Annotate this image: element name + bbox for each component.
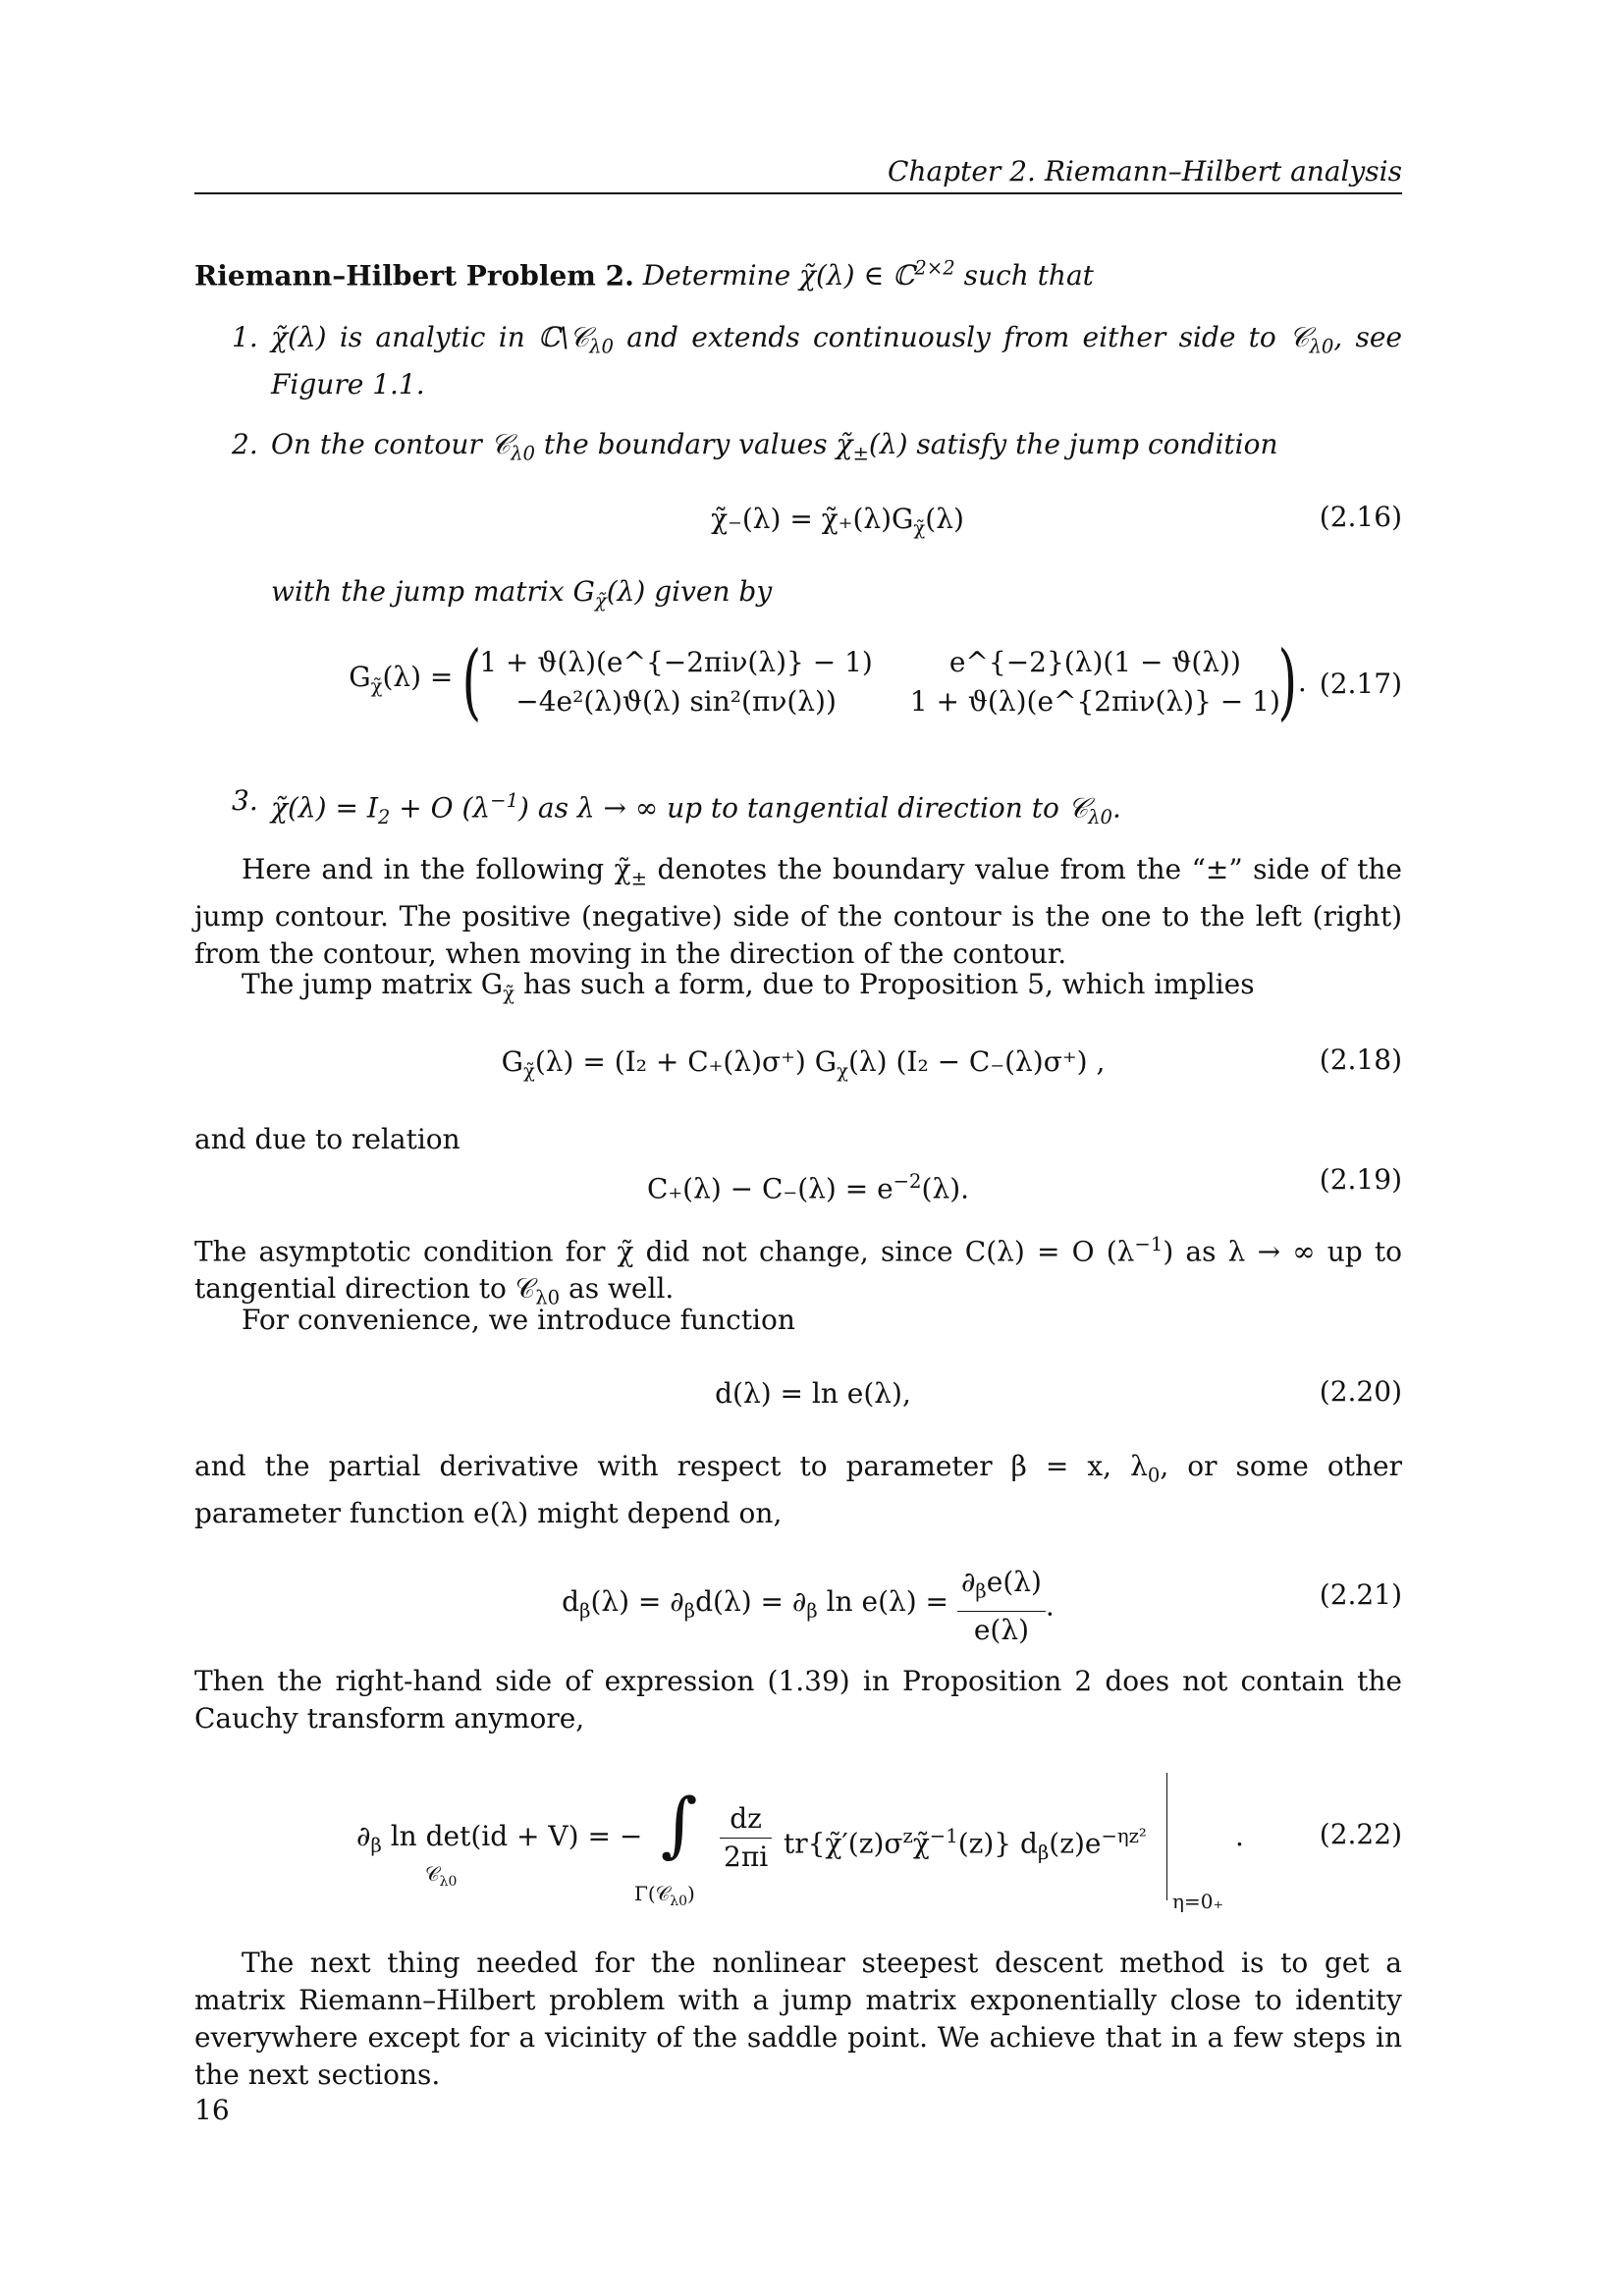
equation-number-2-22: (2.22) [1319,1818,1402,1850]
equation-2-20: d(λ) = ln e(λ), [715,1377,911,1410]
list-item-1: 1. χ̃(λ) is analytic in ℂ\𝒞$_{\lambda 0}$ and extends continuously from either side to 𝒞$_{\lambda 0}$, see Figure 1.1. [232,321,1403,400]
log-derivative-fraction: $\frac{\partial_\beta e(\lambda)}{e(\lambda)}$ [957,1564,1046,1649]
eq222-integrand: $tr\{\chĩ'(z)\sigma^z\chĩ^{-1}(z)\}$ $d_\beta(z)e^{-\eta z^2}$ [784,1825,1147,1864]
eq222-det-subscript: 𝒞$_{\lambda 0}$ [425,1862,458,1890]
equation-2-19: $C_+(\lambda) - C_-(\lambda) = e^{-2}(\lambda)$. [646,1170,970,1205]
equation-number-2-16: (2.16) [1319,501,1402,533]
equation-2-17: $G_{\chĩ}(\lambda)$ = ( 1 + ϑ(λ)(e^{−2πiν(λ)} − 1) e^{−2}(λ)(1 − ϑ(λ)) −4e²(λ)ϑ(λ) sin²(πν(λ)) 1 + ϑ(λ)(e^{2πiν(λ)} − 1) ) . [349,633,1307,729]
evaluation-bar [1166,1773,1167,1900]
equation-number-2-20: (2.20) [1319,1375,1402,1408]
paragraph-jump-form: The jump matrix $G_{\chĩ}$ has such a form, due to Proposition 5, which implies [242,968,1255,1005]
list-item-2: 2. On the contour 𝒞$_{\lambda 0}$ the boundary values $\chĩ_\pm(\lambda)$ satisfy the jump condition [232,428,1278,465]
equation-2-16: χ̃₋(λ) = $\chĩ_+(\lambda)G_{\chĩ}(\lambda)$ [711,503,964,540]
page [194,0,1402,2296]
evaluation-limit: η=0₊ [1172,1890,1224,1913]
list-item-3: 3. χ̃(λ) = $I_2 + O$ $(\lambda^{-1})$ as λ → ∞ up to tangential direction to 𝒞$_{\lambda 0}$. [232,784,1121,828]
problem-text: Determine χ̃(λ) ∈ ℂ$^{2\times 2}$ such that [642,257,1094,293]
page-number: 16 [194,2094,230,2126]
equation-2-21: $d_\beta(\lambda) = \partial_\beta d(\lambda) = \partial_\beta$ ln e(λ) = $\frac{\partial_\beta e(\lambda)}{e(\lambda)}$ . [194,1564,1402,1649]
equation-number-2-21: (2.21) [1319,1578,1402,1611]
paragraph-asymptotic: The asymptotic condition for χ̃ did not change, since C(λ) = O $(\lambda^{-1})$ as λ → ∞ up to tangential direction to 𝒞$_{\lambda 0}$ as well. [194,1233,1402,1309]
paragraph-boundary-values: Here and in the following $\chĩ_\pm$ denotes the boundary value from the “±” side of the jump contour. The positive (negative) side of the contour is the one to the left (right) from the contour, when moving in the direction of the contour. [194,853,1402,970]
problem-statement [194,250,1402,294]
equation-2-22: $\partial_\beta$ ln det(id + V) = − 𝒞$_{\lambda 0}$ ∫ Γ(𝒞$_{\lambda 0}$) $\frac{dz}{2\pi i}$ $tr\{\chĩ'(z)\sigma^z\chĩ^{-1}(z)\}$ $d_\beta(z)e^{-\eta z^2}$ η=0₊ . [194,1767,1402,1914]
problem-heading: Riemann–Hilbert Problem 2. [194,259,634,293]
equation-2-18: $G_{\chĩ}(\lambda) = (I_2 + C_+(\lambda)\sigma^+)$ $G_\chi(\lambda) (I_2 - C_-(\lambda)\sigma^+)$ , [501,1045,1106,1083]
integral-sign-icon: ∫ [661,1783,698,1865]
paragraph-cauchy: Then the right-hand side of expression (1.39) in Proposition 2 does not contain the Cauchy transform anymore, [194,1665,1402,1735]
eq222-fraction: $\frac{dz}{2\pi i}$ [720,1800,772,1876]
integral-limit: Γ(𝒞$_{\lambda 0}$) [634,1882,695,1909]
paragraph-partial-derivative: and the partial derivative with respect to parameter β = x, $\lambda_0$, or some other parameter function e(λ) might depend on, [194,1450,1402,1529]
running-header: Chapter 2. Riemann–Hilbert analysis [888,155,1402,187]
paragraph-relation: and due to relation [194,1123,460,1155]
header-rule [194,192,1402,194]
paragraph-steepest-descent: The next thing needed for the nonlinear steepest descent method is to get a matrix Riemann–Hilbert problem with a jump matrix exponentially close to identity everywhere except for a vicinity of the saddle point. We achieve that in a few steps in the next sections. [194,1947,1402,2091]
equation-number-2-18: (2.18) [1319,1043,1402,1076]
equation-number-2-17: (2.17) [1319,667,1402,700]
paragraph-convenience: For convenience, we introduce function [242,1304,795,1336]
jump-matrix-intro: with the jump matrix $G_{\chĩ}(\lambda)$ given by [271,575,773,613]
eq222-lhs: $\partial_\beta$ ln det(id + V) = − [356,1820,643,1857]
jump-matrix: ( 1 + ϑ(λ)(e^{−2πiν(λ)} − 1) e^{−2}(λ)(1 − ϑ(λ)) −4e²(λ)ϑ(λ) sin²(πν(λ)) 1 + ϑ(λ)(e^{2πiν(λ)} − 1) ) [461,633,1298,729]
equation-number-2-19: (2.19) [1319,1163,1402,1196]
